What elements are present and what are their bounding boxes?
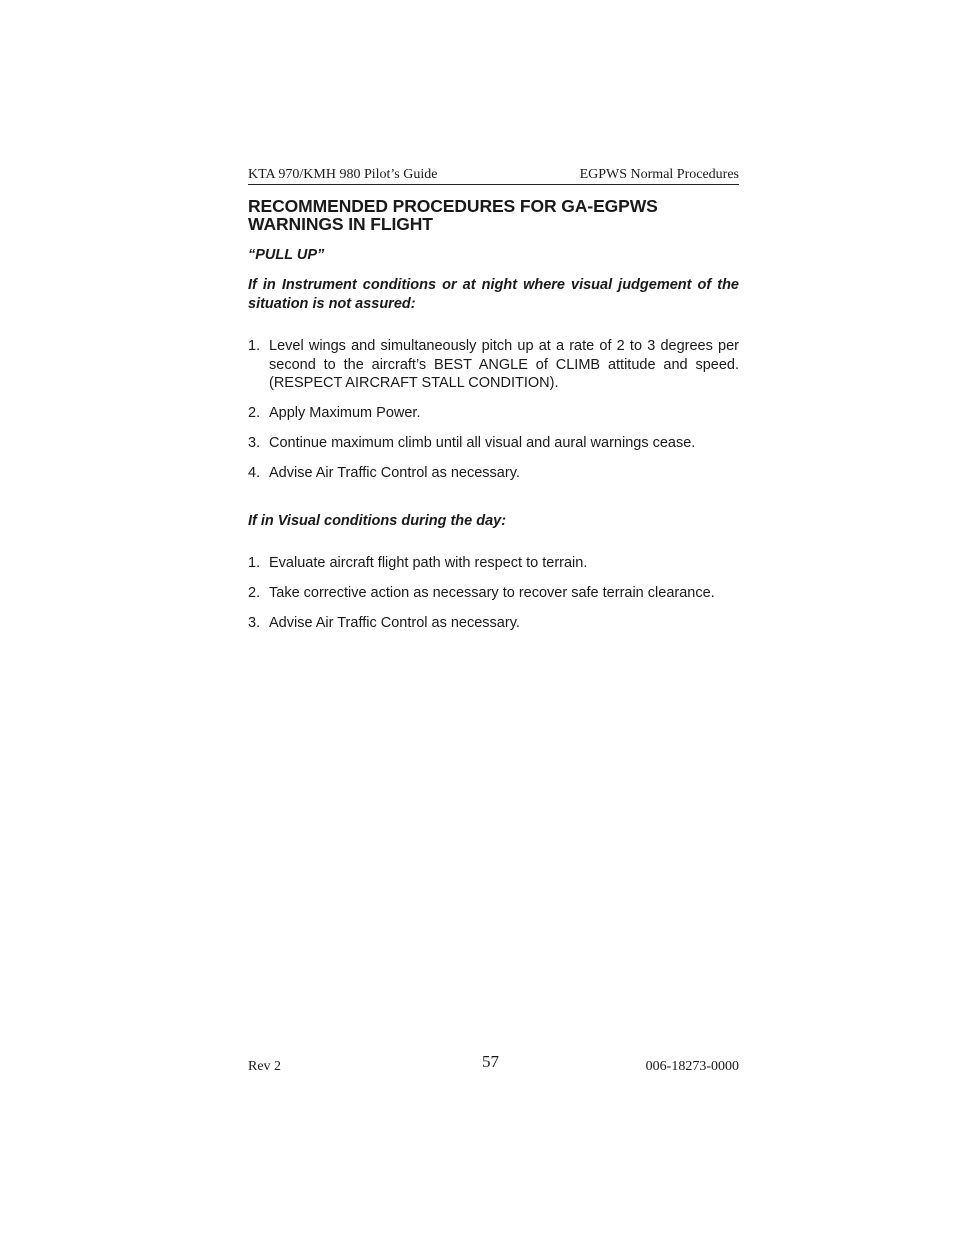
revision-label: Rev 2 — [248, 1059, 282, 1074]
page-title-line-2: WARNINGS IN FLIGHT — [248, 214, 433, 234]
page-title-line-1: RECOMMENDED PROCEDURES FOR GA-EGPWS — [248, 196, 658, 216]
list-item — [248, 337, 739, 393]
page-number: 57 — [482, 1052, 499, 1071]
step-number: 2. — [248, 405, 261, 421]
step-number: 2. — [248, 585, 261, 601]
visual-steps-list — [248, 554, 739, 644]
header-section-title: EGPWS Normal Procedures — [579, 167, 739, 182]
step-text: Advise Air Traffic Control as necessary. — [269, 465, 520, 481]
list-item — [248, 584, 739, 603]
list-item — [248, 614, 739, 633]
step-text: Continue maximum climb until all visual and aural warnings cease. — [269, 435, 696, 451]
step-number: 1. — [248, 338, 261, 354]
step-number: 3. — [248, 435, 261, 451]
header-guide-title: KTA 970/KMH 980 Pilot’s Guide — [248, 167, 438, 182]
page-title — [248, 197, 739, 233]
step-text: Take corrective action as necessary to recover safe terrain clearance. — [269, 585, 715, 601]
step-number: 3. — [248, 615, 261, 631]
list-item — [248, 554, 739, 573]
step-number: 4. — [248, 465, 261, 481]
document-number: 006-18273-0000 — [645, 1059, 739, 1074]
list-item — [248, 434, 739, 453]
step-text: Level wings and simultaneously pitch up at a rate of 2 to 3 degrees per second to the aircraft’s BEST ANGLE of CLIMB attitude and speed. (RESPECT AIRCRAFT STALL CONDITION). — [269, 338, 739, 391]
step-text: Apply Maximum Power. — [269, 405, 421, 421]
running-header — [248, 166, 739, 185]
visual-conditions-heading: If in Visual conditions during the day: — [248, 513, 507, 529]
instrument-steps-list — [248, 337, 739, 494]
instrument-conditions-heading: If in Instrument conditions or at night where visual judgement of the situation is not assured: — [248, 277, 739, 312]
list-item — [248, 404, 739, 423]
step-number: 1. — [248, 555, 261, 571]
list-item — [248, 464, 739, 483]
pull-up-heading: “PULL UP” — [248, 247, 325, 263]
step-text: Advise Air Traffic Control as necessary. — [269, 615, 520, 631]
document-page — [248, 0, 740, 1235]
step-text: Evaluate aircraft flight path with respect to terrain. — [269, 555, 588, 571]
